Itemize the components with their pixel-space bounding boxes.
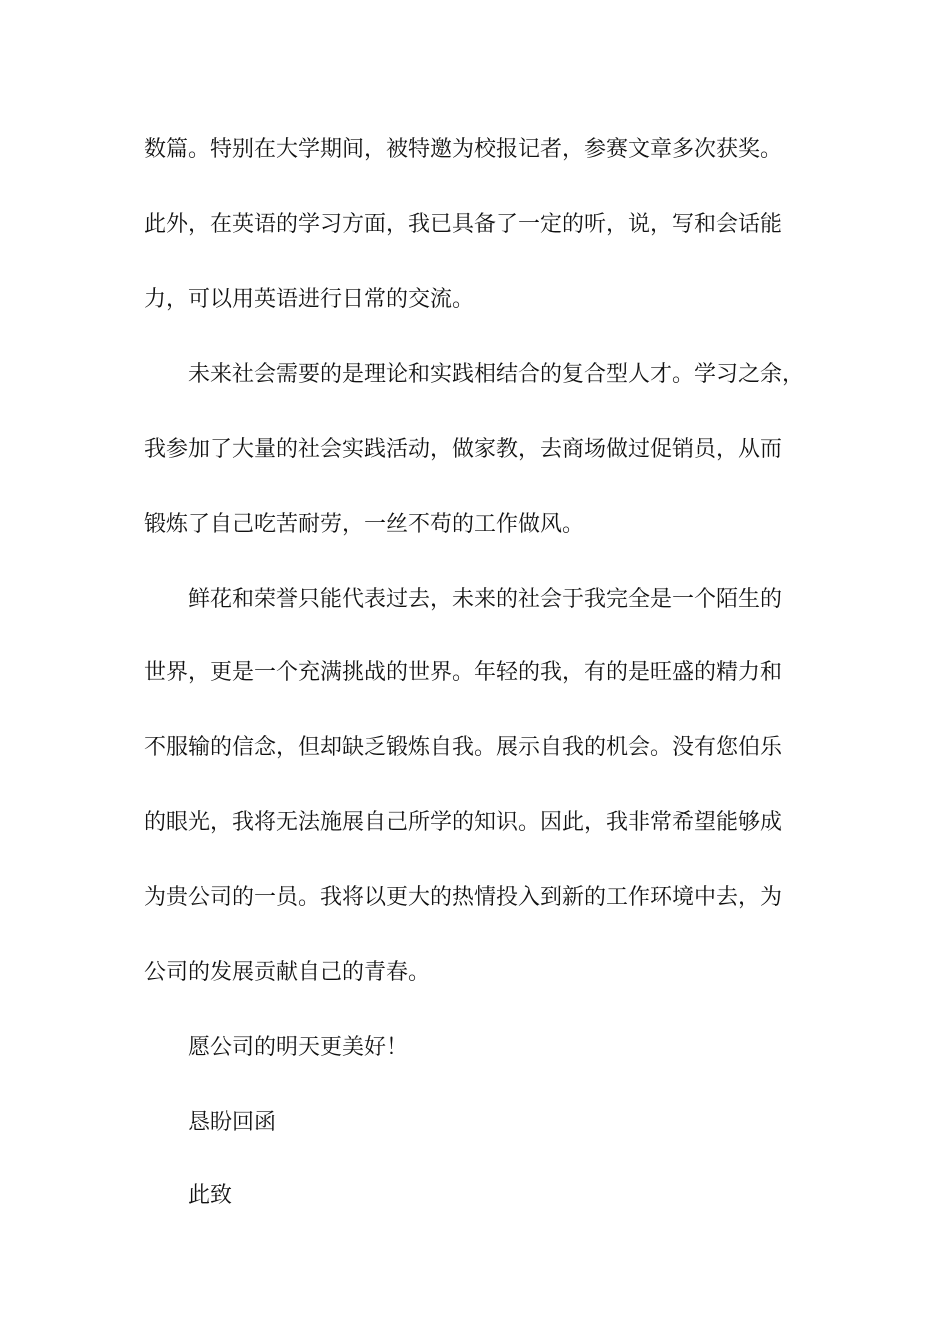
- text-line: 数篇。特别在大学期间，被特邀为校报记者，参赛文章多次获奖。: [144, 137, 783, 162]
- text-line: 我参加了大量的社会实践活动，做家教，去商场做过促销员，从而: [144, 437, 783, 462]
- text-line: 此外，在英语的学习方面，我已具备了一定的听，说，写和会话能: [144, 212, 783, 237]
- paragraph-first-line: 未来社会需要的是理论和实践相结合的复合型人才。学习之余，: [188, 362, 805, 387]
- text-line: 的眼光，我将无法施展自己所学的知识。因此，我非常希望能够成: [144, 810, 783, 835]
- salutation-closing: 此致: [188, 1183, 233, 1208]
- text-line: 不服输的信念，但却缺乏锻炼自我。展示自我的机会。没有您伯乐: [144, 735, 783, 760]
- text-line: 为贵公司的一员。我将以更大的热情投入到新的工作环境中去，为: [144, 885, 783, 910]
- text-line: 力，可以用英语进行日常的交流。: [144, 287, 475, 312]
- closing-wish: 愿公司的明天更美好！: [188, 1035, 409, 1060]
- text-line: 世界，更是一个充满挑战的世界。年轻的我，有的是旺盛的精力和: [144, 660, 783, 685]
- paragraph-first-line: 鲜花和荣誉只能代表过去，未来的社会于我完全是一个陌生的: [188, 587, 783, 612]
- text-line: 锻炼了自己吃苦耐劳，一丝不苟的工作做风。: [144, 512, 585, 537]
- text-line: 公司的发展贡献自己的青春。: [144, 960, 431, 985]
- closing-request: 恳盼回函: [188, 1110, 277, 1135]
